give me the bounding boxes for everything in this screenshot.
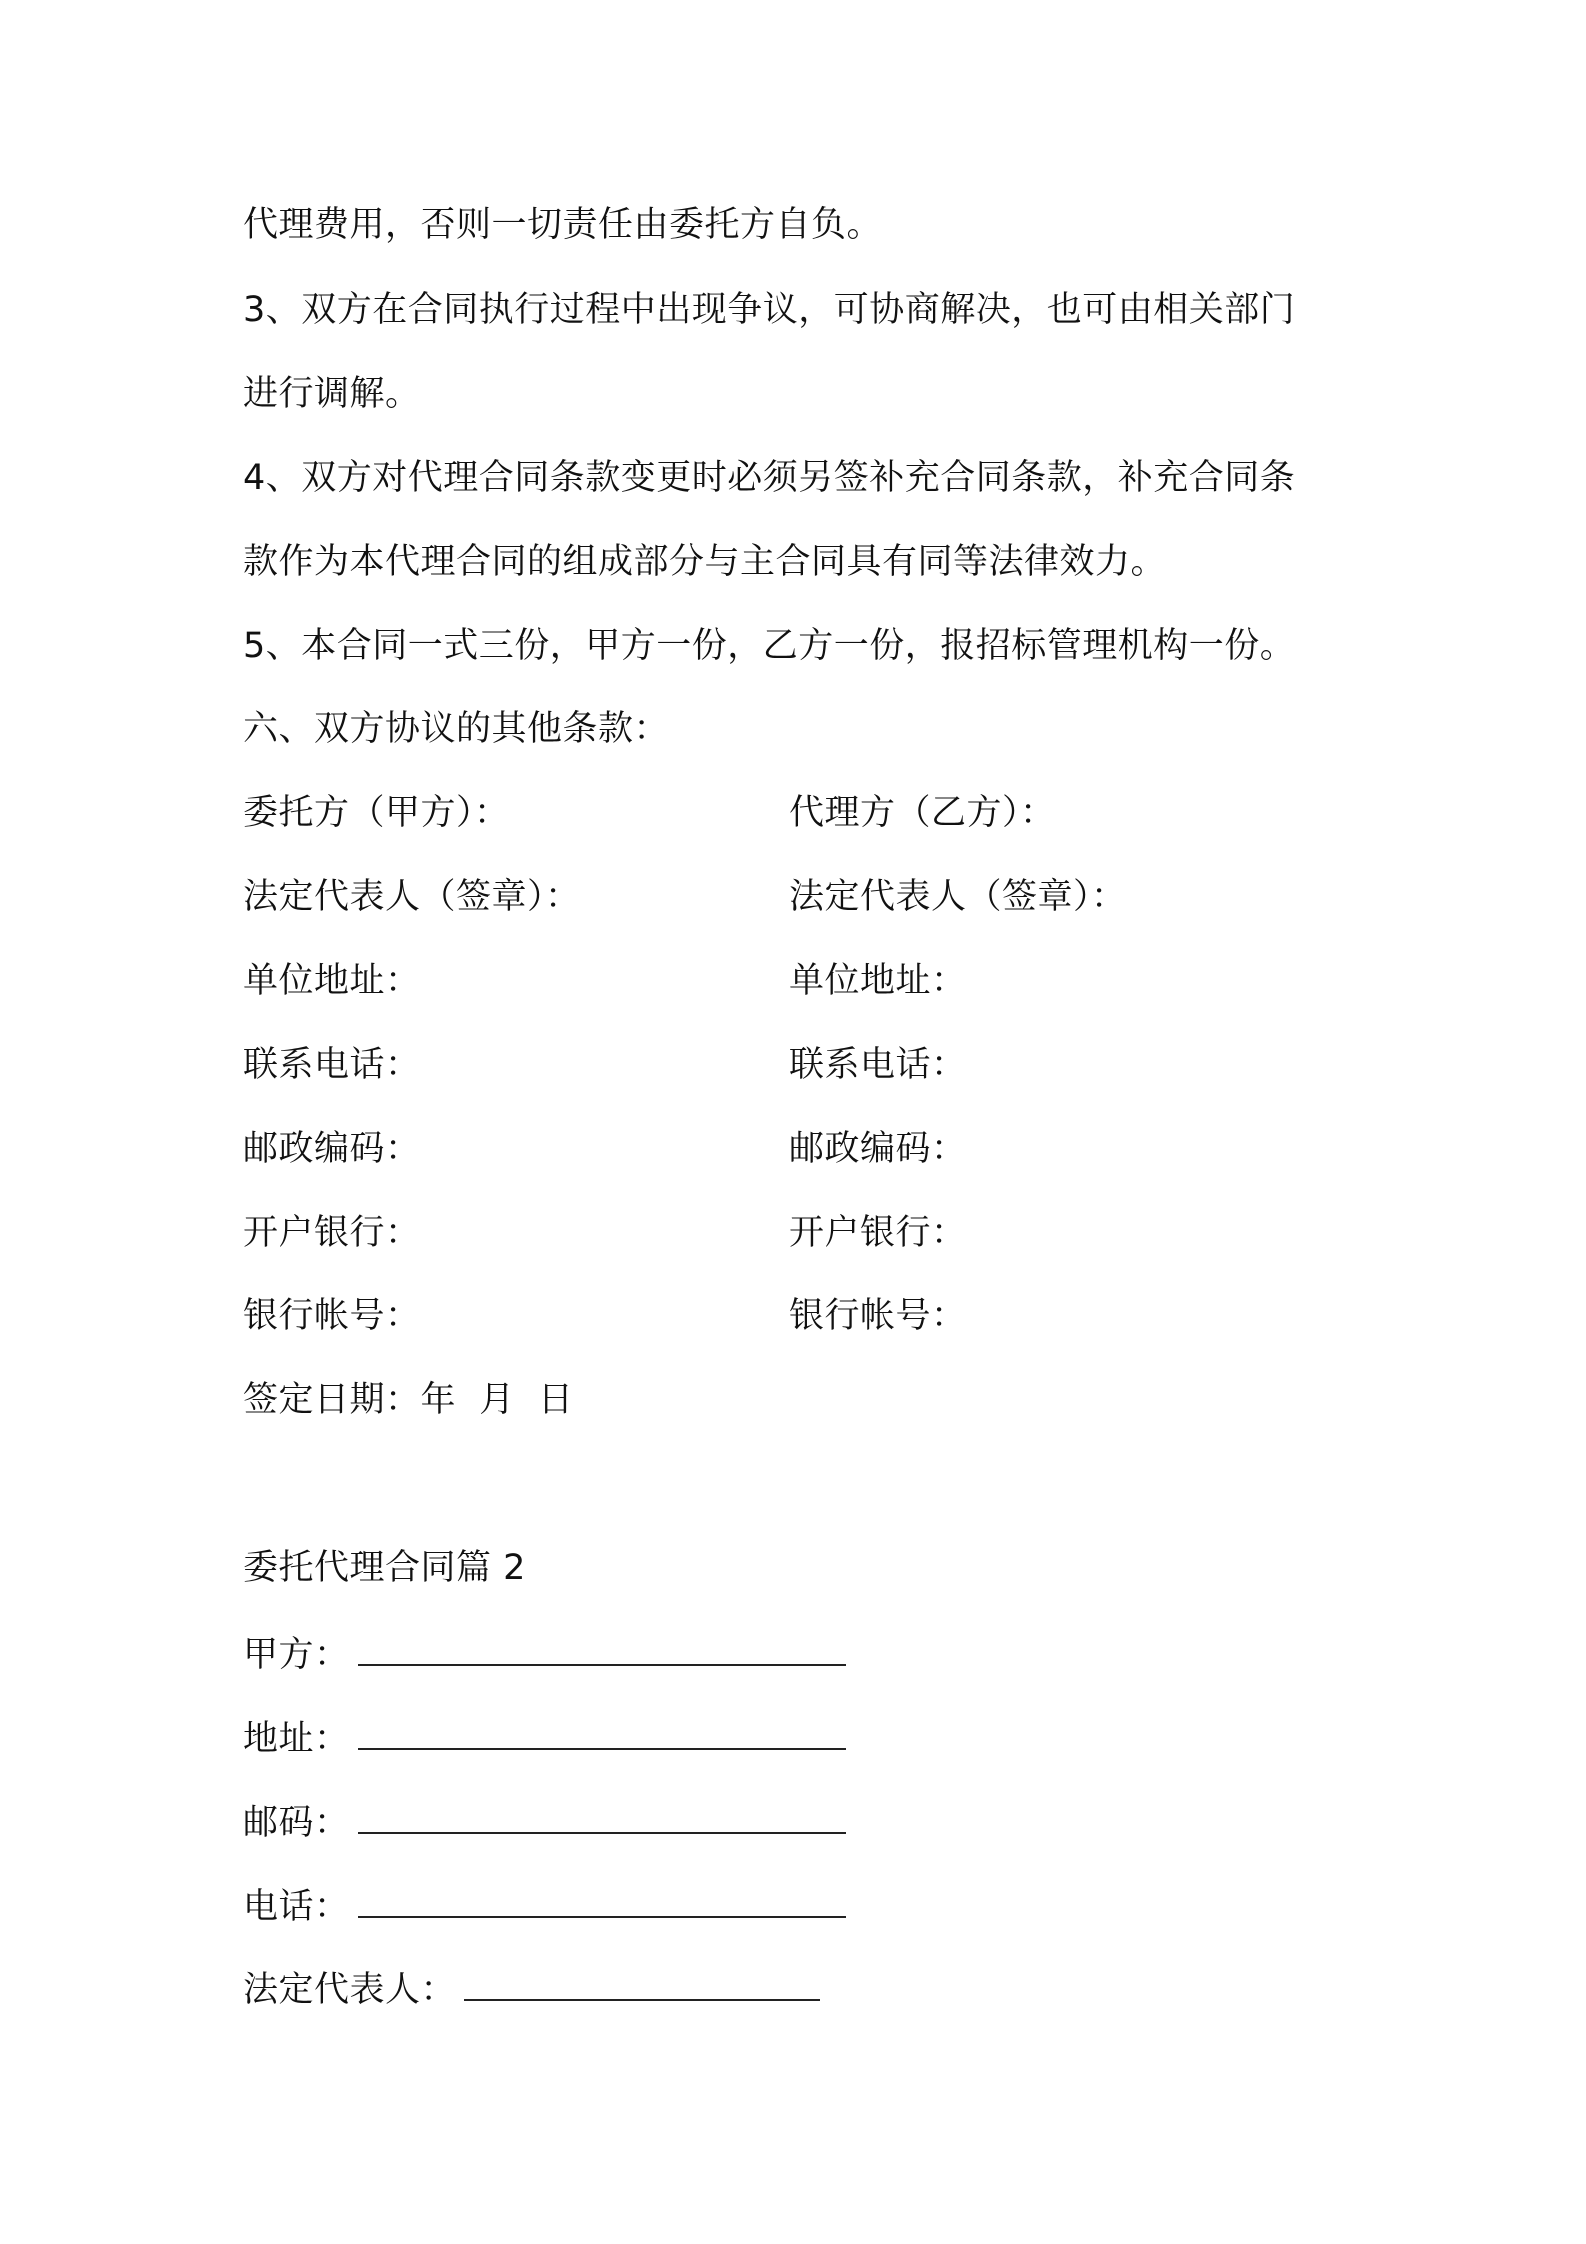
paragraph-line: 4、双方对代理合同条款变更时必须另签补充合同条款，补充合同条 xyxy=(243,458,1296,498)
postcode-field-label: 邮码： xyxy=(243,1803,350,1843)
party-a-bank-label: 开户银行： xyxy=(243,1213,421,1253)
paragraph-line: 5、本合同一式三份，甲方一份，乙方一份，报招标管理机构一份。 xyxy=(243,626,1296,666)
representative-field-label: 法定代表人： xyxy=(243,1970,457,2010)
party-b-phone-label: 联系电话： xyxy=(789,1045,967,1085)
paragraph-line: 代理费用，否则一切责任由委托方自负。 xyxy=(243,205,883,245)
party-b-account-label: 银行帐号： xyxy=(789,1296,967,1336)
party-a-blank-line xyxy=(358,1630,846,1666)
party-a-label: 委托方（甲方）： xyxy=(243,793,510,833)
postcode-field xyxy=(243,1798,846,1845)
party-a-account-label: 银行帐号： xyxy=(243,1296,421,1336)
party-b-bank-label: 开户银行： xyxy=(789,1213,967,1253)
address-blank-line xyxy=(358,1714,846,1750)
representative-field xyxy=(243,1965,820,2012)
party-b-label: 代理方（乙方）： xyxy=(789,793,1056,833)
party-b-address-label: 单位地址： xyxy=(789,961,967,1001)
party-b-representative-label: 法定代表人（签章）： xyxy=(789,877,1127,917)
party-a-representative-label: 法定代表人（签章）： xyxy=(243,877,581,917)
section-heading: 六、双方协议的其他条款： xyxy=(243,709,670,749)
postcode-blank-line xyxy=(358,1798,846,1834)
representative-blank-line xyxy=(464,1965,820,2001)
address-field-label: 地址： xyxy=(243,1719,350,1759)
party-a-postcode-label: 邮政编码： xyxy=(243,1129,421,1169)
paragraph-line: 3、双方在合同执行过程中出现争议，可协商解决，也可由相关部门 xyxy=(243,290,1296,330)
sign-date: 签定日期：年 月 日 xyxy=(243,1380,574,1420)
paragraph-line: 进行调解。 xyxy=(243,374,421,414)
party-b-postcode-label: 邮政编码： xyxy=(789,1129,967,1169)
section2-title: 委托代理合同篇 2 xyxy=(243,1548,526,1588)
address-field xyxy=(243,1714,846,1761)
phone-blank-line xyxy=(358,1882,846,1918)
phone-field xyxy=(243,1882,846,1929)
party-a-address-label: 单位地址： xyxy=(243,961,421,1001)
party-a-field-label: 甲方： xyxy=(243,1635,350,1675)
paragraph-line: 款作为本代理合同的组成部分与主合同具有同等法律效力。 xyxy=(243,542,1167,582)
phone-field-label: 电话： xyxy=(243,1887,350,1927)
party-a-phone-label: 联系电话： xyxy=(243,1045,421,1085)
party-a-field xyxy=(243,1630,846,1677)
